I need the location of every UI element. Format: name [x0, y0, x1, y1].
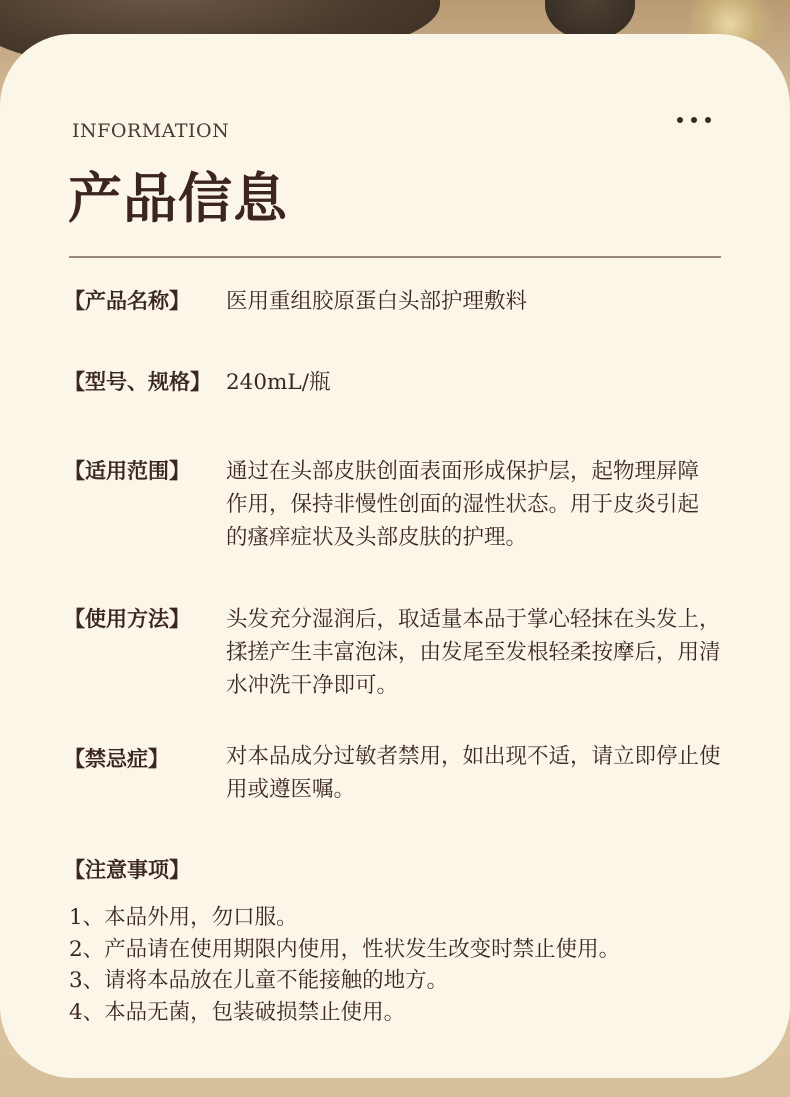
more-dot: [677, 117, 683, 123]
value-usage: 头发充分湿润后，取适量本品于掌心轻抹在头发上，揉搓产生丰富泡沫，由发尾至发根轻柔按摩后，用清水冲洗干净即可。: [226, 607, 721, 698]
label-model-spec: 【型号、规格】: [64, 369, 211, 394]
label-usage: 【使用方法】: [64, 606, 190, 631]
notice-item: 4、本品无菌，包装破损禁止使用。: [69, 999, 406, 1025]
page-title: 产品信息: [68, 166, 288, 230]
more-dot: [705, 117, 711, 123]
more-dot: [691, 117, 697, 123]
value-product-name: 医用重组胶原蛋白头部护理敷料: [226, 289, 528, 314]
value-model-spec: 240mL/瓶: [226, 370, 331, 395]
more-horizontal-icon[interactable]: [677, 116, 711, 124]
label-product-name: 【产品名称】: [64, 288, 190, 313]
notice-item: 2、产品请在使用期限内使用，性状发生改变时禁止使用。: [69, 936, 621, 962]
title-divider: [69, 256, 721, 258]
notice-list: [69, 902, 620, 1028]
label-notice: 【注意事项】: [64, 857, 190, 882]
label-contraindication: 【禁忌症】: [64, 746, 169, 771]
value-contraindication: 对本品成分过敏者禁用，如出现不适，请立即停止使用或遵医嘱。: [226, 744, 721, 802]
value-scope: 通过在头部皮肤创面表面形成保护层，起物理屏障作用，保持非慢性创面的湿性状态。用于皮炎引起的瘙痒症状及头部皮肤的护理。: [226, 459, 700, 550]
notice-item: 1、本品外用，勿口服。: [69, 905, 298, 930]
section-eyebrow: INFORMATION: [72, 120, 230, 142]
notice-item: 3、请将本品放在儿童不能接触的地方。: [69, 968, 449, 993]
label-scope: 【适用范围】: [64, 458, 190, 483]
